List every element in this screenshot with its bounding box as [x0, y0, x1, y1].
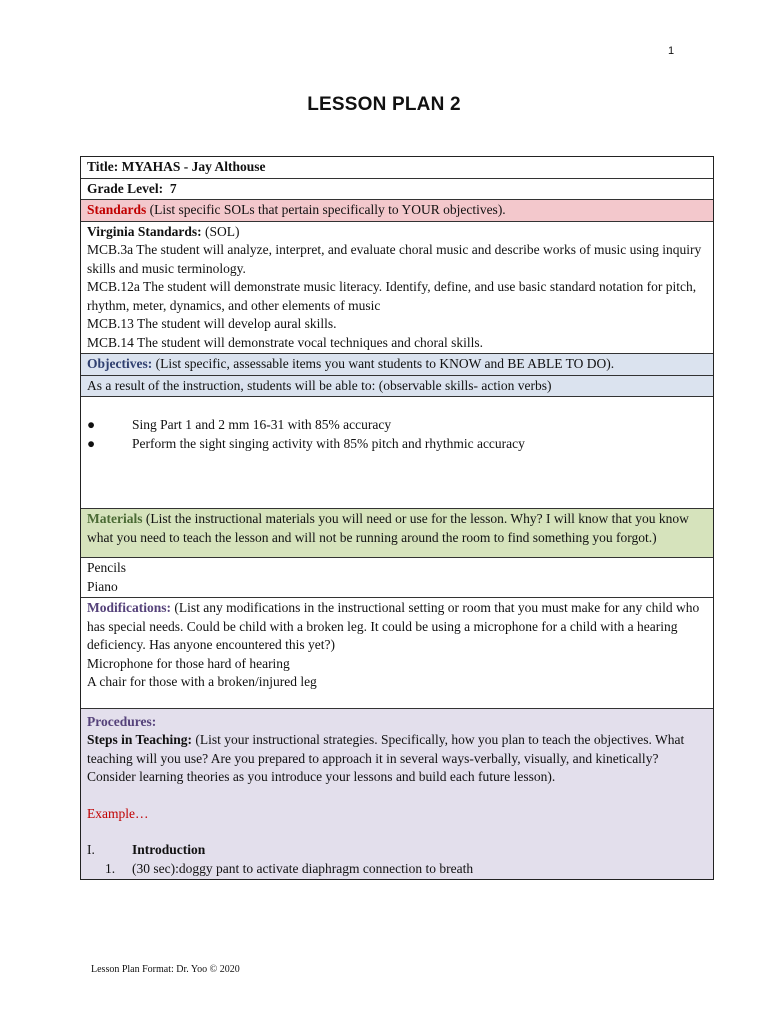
title-label: Title:: [87, 159, 119, 174]
virginia-standards-label: Virginia Standards:: [87, 223, 202, 239]
materials-content-row: [81, 558, 713, 598]
example-label: Example…: [87, 805, 149, 821]
step-text: (30 sec):doggy pant to activate diaphragm connection to breath: [132, 860, 474, 876]
objectives-note: (List specific, assessable items you want students to KNOW and BE ABLE TO DO).: [155, 356, 615, 371]
steps-in-teaching-note: (List your instructional strategies. Specifically, how you plan to teach the objectives. What teaching will you use? Are you prepared to approach it in several ways-verbally, visually, and kinetically? Consider learning theories as you introduce your lessons and build each future lesson).: [87, 732, 685, 784]
objectives-header-row: [81, 354, 713, 376]
objectives-lead-row: [81, 376, 713, 398]
steps-in-teaching-label: Steps in Teaching:: [87, 732, 193, 747]
standard-item: MCB.12a The student will demonstrate music literacy. Identify, define, and use basic standard notation for pitch, rhythm, meter, dynamics, and other elements of music: [87, 279, 697, 313]
modification-item: A chair for those with a broken/injured leg: [87, 674, 317, 689]
title-row: [81, 157, 713, 179]
page-title: LESSON PLAN 2: [307, 94, 461, 115]
material-item: Piano: [87, 578, 118, 594]
material-item: Pencils: [87, 560, 126, 575]
virginia-standards-note: (SOL): [205, 223, 240, 239]
title-value: MYAHAS - Jay Althouse: [121, 159, 266, 174]
procedures-row: [81, 709, 713, 880]
lesson-plan-table: [80, 156, 714, 880]
objectives-content-row: [81, 397, 713, 509]
bullet-icon: ●: [87, 435, 96, 451]
objectives-list: [87, 416, 707, 453]
standards-content-row: [81, 222, 713, 355]
standards-header-row: [81, 200, 713, 222]
materials-header-row: [81, 509, 713, 558]
standard-item: MCB.13 The student will develop aural skills.: [87, 316, 337, 331]
grade-level-row: [81, 179, 713, 201]
standard-item: MCB.14 The student will demonstrate vocal techniques and choral skills.: [87, 334, 484, 350]
standards-label: Standards: [87, 202, 147, 217]
step-number: 1.: [105, 860, 116, 876]
standards-note: (List specific SOLs that pertain specifically to YOUR objectives).: [149, 202, 506, 217]
section-title: Introduction: [132, 842, 206, 857]
bullet-icon: ●: [87, 417, 96, 432]
section-number: I.: [87, 842, 95, 857]
grade-level-value: 7: [169, 180, 177, 196]
list-item: ● Perform the sight singing activity with 85% pitch and rhythmic accuracy: [87, 435, 707, 454]
objectives-label: Objectives:: [87, 356, 153, 371]
procedures-label: Procedures:: [87, 713, 157, 729]
introduction-heading: [87, 841, 707, 860]
grade-level-label: Grade Level:: [87, 180, 164, 196]
standard-item: MCB.3a The student will analyze, interpret, and evaluate choral music and describe works of music using inquiry skills and music terminology.: [87, 242, 702, 276]
page-number: 1: [668, 45, 675, 57]
modifications-note: (List any modifications in the instructional setting or room that you must make for any child who has special needs. Could be child with a broken leg. It could be using a microphone for a child with a hearing deficiency. Has anyone encountered this yet?): [87, 600, 700, 652]
materials-label: Materials: [87, 511, 143, 526]
materials-note: (List the instructional materials you will need or use for the lesson. Why? I will know that you know what you need to teach the lesson and will not be running around the room to find something you forgot.): [87, 511, 689, 545]
footer-credit: Lesson Plan Format: Dr. Yoo © 2020: [91, 964, 240, 975]
modifications-row: [81, 598, 713, 709]
modification-item: Microphone for those hard of hearing: [87, 655, 290, 671]
list-item: [87, 860, 707, 879]
modifications-label: Modifications:: [87, 600, 171, 615]
objectives-lead: As a result of the instruction, students will be able to: (observable skills- action verbs): [87, 377, 552, 393]
list-item: ● Sing Part 1 and 2 mm 16-31 with 85% accuracy: [87, 416, 707, 435]
